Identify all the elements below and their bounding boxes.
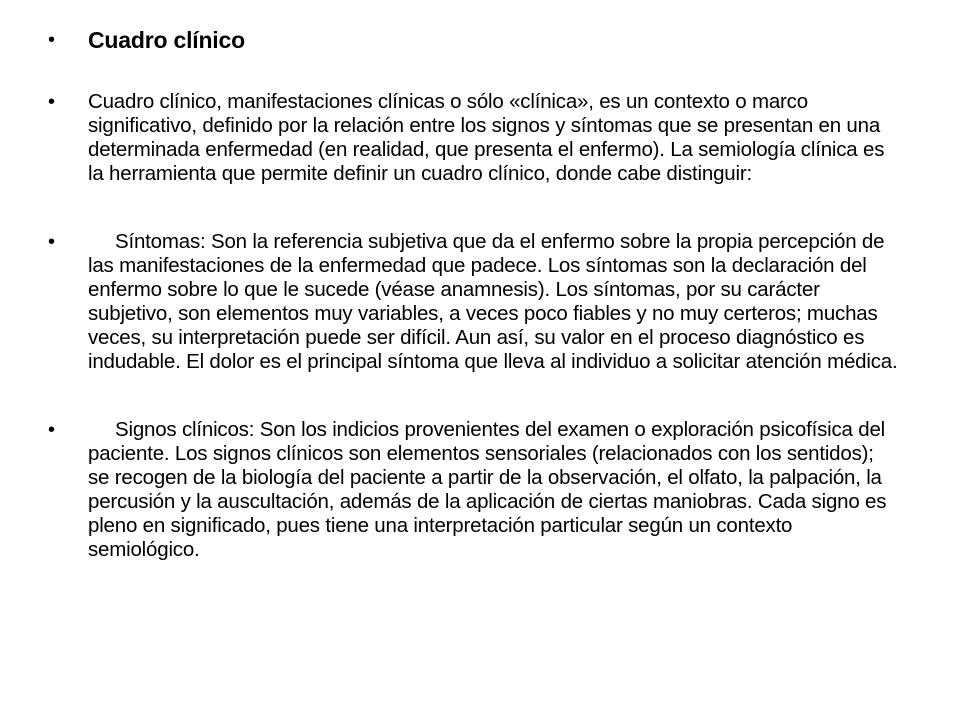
bullet-title [48,20,898,60]
bullet-list [48,20,898,562]
bullet-dot-icon: • [48,29,56,51]
slide-title: Cuadro clínico [88,27,245,53]
bullet-dot-icon: • [48,419,56,441]
paragraph-signos: Signos clínicos: Son los indicios provenientes del examen o exploración psicofísica del paciente. Los signos clínicos son elementos sensoriales (relacionados con los sentidos); se recogen de la biología del paciente a partir de la observación, el olfato, la palpación, la percusión y la auscultación, además de la aplicación de ciertas maniobras. Cada signo es pleno en significado, pues tiene una interpretación particular según un contexto semiológico. [88,418,887,561]
bullet-dot-icon: • [48,91,56,113]
bullet-paragraph-sintomas [48,230,898,374]
bullet-paragraph-definition [48,90,898,186]
paragraph-definition: Cuadro clínico, manifestaciones clínicas o sólo «clínica», es un contexto o marco significativo, definido por la relación entre los signos y síntomas que se presentan en una determinada enfermedad (en realidad, que presenta el enfermo). La semiología clínica es la herramienta que permite definir un cuadro clínico, donde cabe distinguir: [88,90,885,185]
bullet-dot-icon: • [48,231,56,253]
paragraph-sintomas: Síntomas: Son la referencia subjetiva que da el enfermo sobre la propia percepción de las manifestaciones de la enfermedad que padece. Los síntomas son la declaración del enfermo sobre lo que le sucede (véase anamnesis). Los síntomas, por su carácter subjetivo, son elementos muy variables, a veces poco fiables y no muy certeros; muchas veces, su interpretación puede ser difícil. Aun así, su valor en el proceso diagnóstico es indudable. El dolor es el principal síntoma que lleva al individuo a solicitar atención médica. [88,230,898,373]
bullet-paragraph-signos [48,418,898,562]
